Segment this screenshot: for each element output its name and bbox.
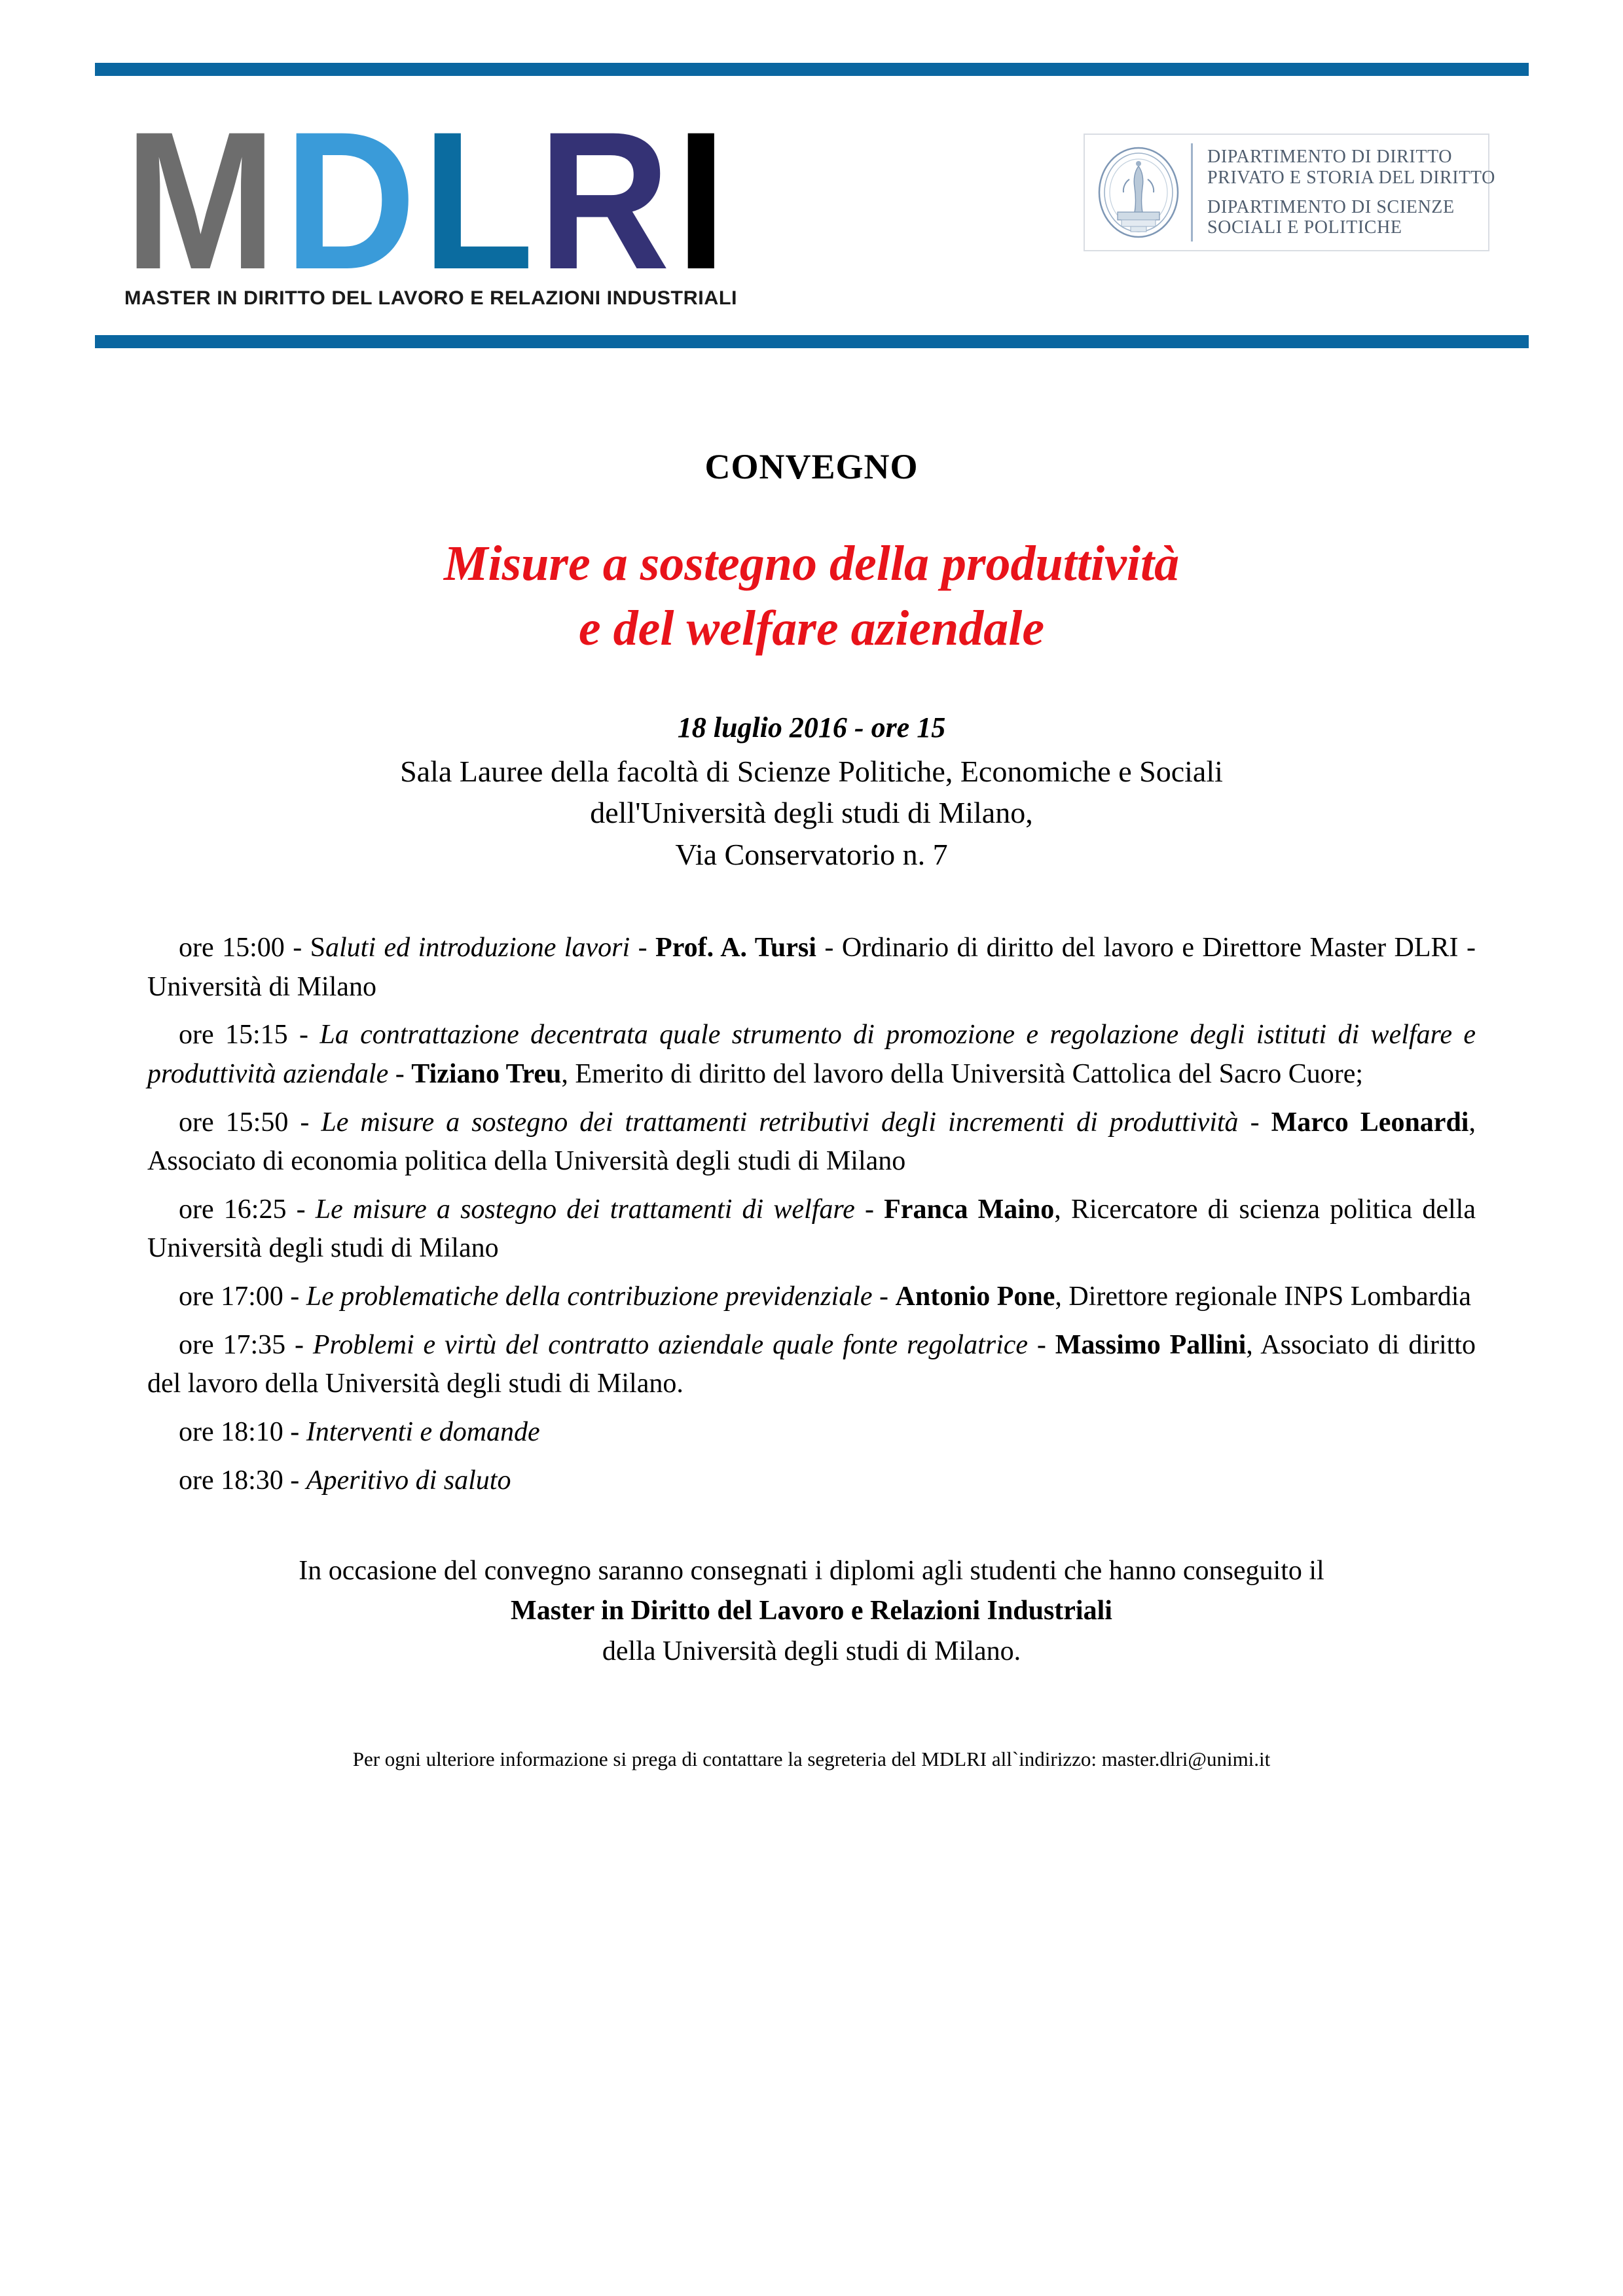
venue-line-3: Via Conservatorio n. 7 <box>675 837 948 871</box>
program-topic: Aperitivo di saluto <box>306 1465 511 1496</box>
program-time: ore 15:00 - S <box>179 933 326 963</box>
program-item <box>147 1016 1476 1094</box>
program-time: ore 15:15 - <box>179 1020 320 1050</box>
header-zone <box>95 92 1529 327</box>
program-item <box>147 1103 1476 1181</box>
program-topic: aluti ed introduzione lavori <box>325 933 630 963</box>
program-list <box>147 929 1476 1500</box>
program-speaker: Massimo Pallini <box>1055 1329 1247 1360</box>
mdlri-letter-d: D <box>283 90 412 310</box>
program-time: ore 17:35 - <box>179 1329 313 1360</box>
program-topic: Le problematiche della contribuzione previdenziale <box>306 1282 873 1312</box>
program-separator: - <box>872 1282 896 1312</box>
venue-line-1: Sala Lauree della facoltà di Scienze Politiche, Economiche e Sociali <box>400 754 1223 788</box>
dept-line-2: PRIVATO E STORIA DEL DIRITTO <box>1207 167 1495 188</box>
program-affiliation: , Associato di diritto del lavoro della Università degli studi di Milano. <box>147 1329 1476 1399</box>
program-item <box>147 1326 1476 1404</box>
program-speaker: Antonio Pone <box>895 1282 1055 1312</box>
contact-footnote: Per ogni ulteriore informazione si prega di contattare la segreteria del MDLRI all`indirizzo: master.dlri@unimi.it <box>352 1748 1271 1771</box>
program-topic: Le misure a sostegno dei trattamenti di welfare <box>315 1194 855 1225</box>
program-affiliation: - Ordinario di diritto del lavoro e Direttore Master DLRI - Università di Milano <box>147 933 1476 1002</box>
program-speaker: Marco Leonardi <box>1271 1107 1469 1138</box>
poster-content <box>0 401 1623 1771</box>
dept-line-1: DIPARTIMENTO DI DIRITTO <box>1207 147 1453 168</box>
program-item <box>147 1413 1476 1452</box>
program-topic: Le misure a sostegno dei trattamenti retributivi degli incrementi di produttività <box>321 1107 1239 1138</box>
mdlri-letter-r: R <box>538 90 666 310</box>
dept-logo-divider <box>1191 143 1193 242</box>
program-separator: - <box>630 933 656 963</box>
title-line-2: e del welfare aziendale <box>578 600 1045 656</box>
header-rule-top <box>95 63 1529 76</box>
program-affiliation: , Ricercatore di scienza politica della Università degli studi di Milano <box>147 1194 1476 1264</box>
closing-line-3: della Università degli studi di Milano. <box>602 1636 1021 1666</box>
mdlri-logo <box>124 90 738 310</box>
program-affiliation: , Direttore regionale INPS Lombardia <box>1055 1282 1472 1312</box>
program-topic: La contrattazione decentrata quale strumento di promozione e regolazione degli istituti di welfare e produttività aziendale <box>147 1020 1476 1089</box>
venue-line-2: dell'Università degli studi di Milano, <box>590 796 1033 830</box>
program-item <box>147 1462 1476 1501</box>
program-separator: - <box>854 1194 884 1225</box>
dept-line-4: SOCIALI E POLITICHE <box>1207 217 1402 238</box>
program-time: ore 16:25 - <box>179 1194 316 1225</box>
header-rule-bottom <box>95 335 1529 348</box>
program-affiliation: , Associato di economia politica della Università degli studi di Milano <box>147 1107 1476 1177</box>
page-title <box>147 531 1476 661</box>
program-time: ore 15:50 - <box>179 1107 321 1138</box>
department-block-2 <box>1207 197 1495 238</box>
program-topic: Problemi e virtù del contratto aziendale quale fonte regolatrice <box>312 1329 1029 1360</box>
program-item <box>147 1278 1476 1317</box>
program-affiliation: , Emerito di diritto del lavoro della Università Cattolica del Sacro Cuore; <box>561 1058 1364 1089</box>
closing-note <box>147 1551 1476 1672</box>
dept-line-3: DIPARTIMENTO DI SCIENZE <box>1207 197 1455 217</box>
program-speaker: Franca Maino <box>884 1194 1055 1225</box>
closing-line-1: In occasione del convegno saranno consegnati i diplomi agli studenti che hanno conseguito il <box>299 1556 1324 1587</box>
program-topic: Interventi e domande <box>306 1416 540 1447</box>
event-datetime: 18 luglio 2016 - ore 15 <box>677 711 946 744</box>
program-time: ore 18:10 - <box>179 1416 306 1447</box>
department-logo <box>1084 134 1495 251</box>
closing-line-2: Master in Diritto del Lavoro e Relazioni Industriali <box>511 1596 1112 1626</box>
program-separator: - <box>1028 1329 1055 1360</box>
mdlri-letter-l: L <box>422 90 530 310</box>
program-item <box>147 1191 1476 1268</box>
program-item <box>147 929 1476 1007</box>
department-names <box>1207 147 1495 238</box>
program-time: ore 18:30 - <box>179 1465 306 1496</box>
program-separator: - <box>388 1058 412 1089</box>
department-block-1 <box>1207 147 1495 188</box>
program-separator: - <box>1238 1107 1271 1138</box>
mdlri-letter-i: I <box>676 90 727 310</box>
program-time: ore 17:00 - <box>179 1282 306 1312</box>
program-speaker: Prof. A. Tursi <box>655 933 816 963</box>
event-kicker: CONVEGNO <box>704 447 919 486</box>
mdlri-letter-m: M <box>124 90 273 310</box>
event-venue <box>147 751 1476 875</box>
university-seal-icon <box>1095 144 1182 241</box>
title-line-1: Misure a sostegno della produttività <box>443 536 1180 591</box>
mdlri-logo-subtitle: MASTER IN DIRITTO DEL LAVORO E RELAZIONI INDUSTRIALI <box>124 287 738 309</box>
program-speaker: Tiziano Treu <box>411 1058 562 1089</box>
